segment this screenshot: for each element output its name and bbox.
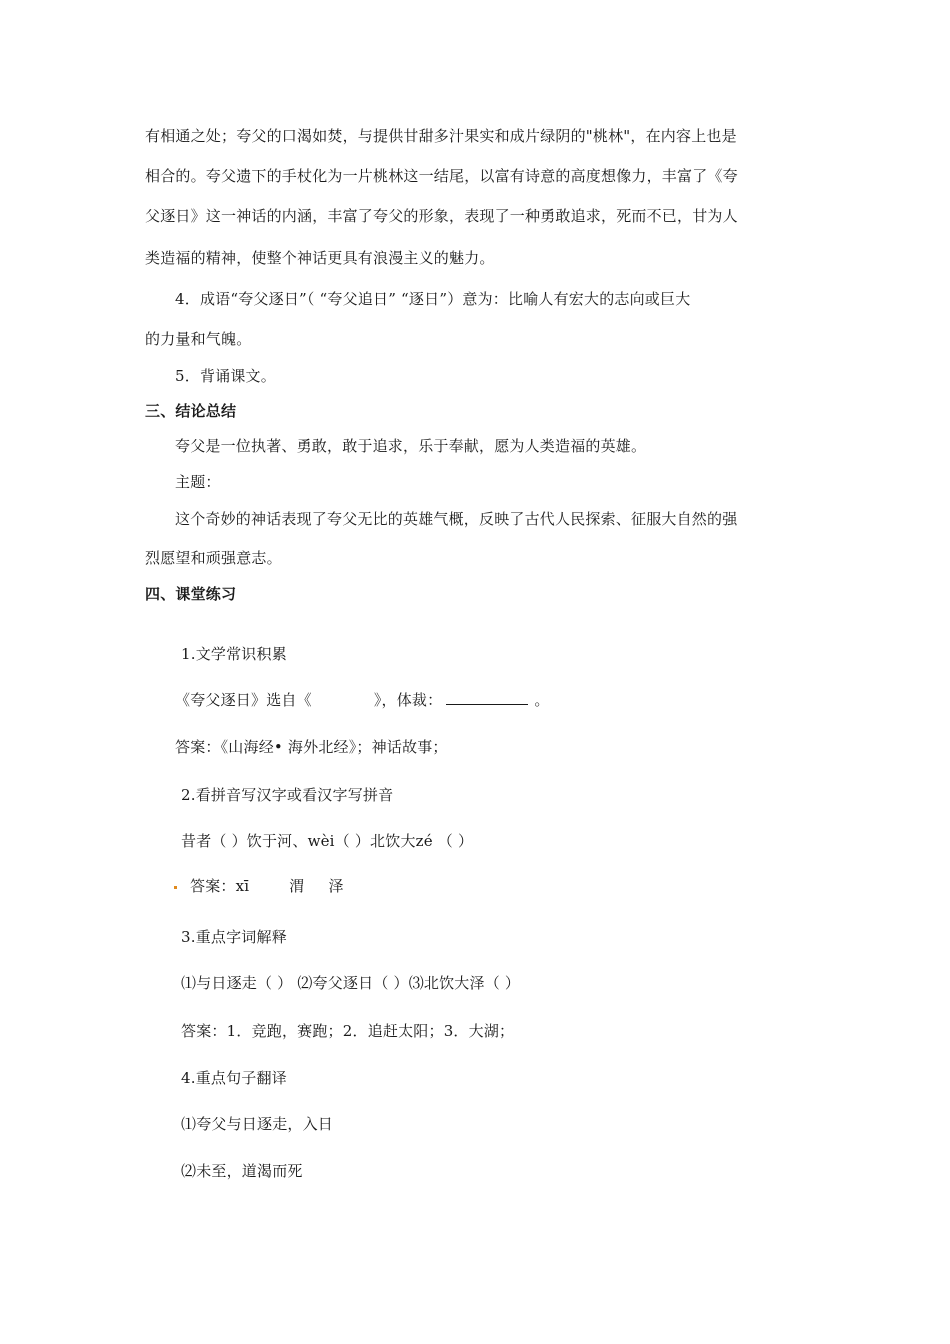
question-text: 》，体裁： — [373, 691, 443, 709]
exercise-3-title: 3.重点字词解释 — [181, 928, 287, 946]
question-text: 。 — [534, 691, 550, 709]
bullet-marker — [174, 886, 177, 889]
exercise-1-title: 1.文学常识积累 — [181, 645, 287, 663]
list-item-4-cont: 的力量和气魄。 — [145, 330, 252, 348]
exercise-3-answer: 答案：1．竞跑，赛跑；2．追赶太阳；3．大湖； — [181, 1022, 515, 1040]
paragraph-line: 相合的。夸父遗下的手杖化为一片桃林这一结尾，以富有诗意的高度想像力，丰富了《夸 — [145, 167, 738, 185]
conclusion-text: 夸父是一位执著、勇敢，敢于追求，乐于奉献，愿为人类造福的英雄。 — [175, 437, 647, 455]
paragraph-line: 类造福的精神，使整个神话更具有浪漫主义的魅力。 — [145, 249, 495, 267]
list-item-4: 4．成语“夸父逐日”（ “夸父追日” “逐日”）意为：比喻人有宏大的志向或巨大 — [175, 290, 691, 308]
exercise-4-sentence-2: ⑵未至，道渴而死 — [181, 1162, 303, 1180]
answer-word: 泽 — [328, 877, 344, 895]
theme-text: 这个奇妙的神话表现了夸父无比的英雄气概，反映了古代人民探索、征服大自然的强 — [175, 510, 738, 528]
answer-word: 渭 — [289, 877, 305, 895]
exercise-1-question — [175, 690, 550, 710]
exercise-3-question: ⑴与日逐走（ ） ⑵夸父逐日（ ）⑶北饮大泽（ ） — [181, 974, 521, 992]
exercise-4-sentence-1: ⑴夸父与日逐走，入日 — [181, 1115, 334, 1133]
fill-blank-line — [446, 690, 528, 705]
theme-text-cont: 烈愿望和顽强意志。 — [145, 549, 282, 567]
list-item-5: 5．背诵课文。 — [175, 367, 276, 385]
exercise-2-title: 2.看拼音写汉字或看汉字写拼音 — [181, 786, 394, 804]
theme-label: 主题： — [175, 473, 221, 491]
section-heading-3: 三、结论总结 — [145, 402, 237, 420]
exercise-2-question: 昔者（ ）饮于河、wèi（ ）北饮大zé （ ） — [181, 832, 474, 850]
exercise-1-answer: 答案：《山海经• 海外北经》；神话故事； — [175, 738, 448, 756]
exercise-2-answer — [190, 876, 344, 896]
section-heading-4: 四、课堂练习 — [145, 585, 237, 603]
answer-label: 答案：xī — [190, 877, 250, 895]
question-text: 《夸父逐日》选自《 — [175, 691, 312, 709]
paragraph-line: 有相通之处；夸父的口渴如焚，与提供甘甜多汁果实和成片绿阴的"桃林"，在内容上也是 — [145, 127, 737, 145]
paragraph-line: 父逐日》这一神话的内涵，丰富了夸父的形象，表现了一种勇敢追求，死而不已，甘为人 — [145, 207, 738, 225]
exercise-4-title: 4.重点句子翻译 — [181, 1069, 287, 1087]
